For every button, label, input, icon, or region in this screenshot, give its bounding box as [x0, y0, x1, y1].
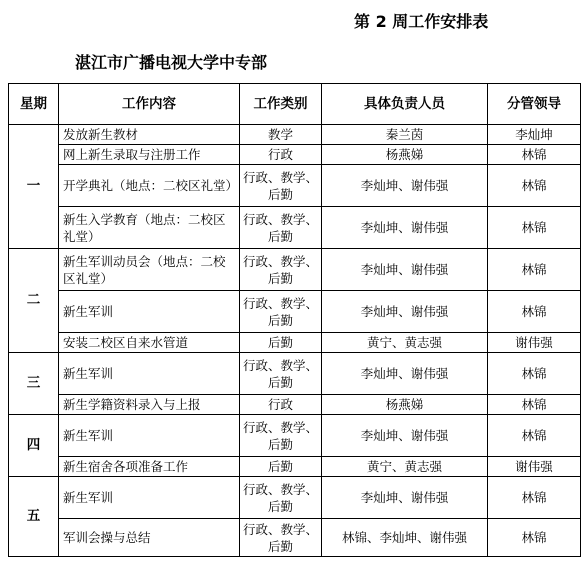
table-row — [9, 353, 581, 395]
task-category: 行政、教学、后勤 — [240, 477, 322, 519]
task-content: 网上新生录取与注册工作 — [59, 145, 240, 165]
task-content: 新生军训 — [59, 353, 240, 395]
task-leader: 林锦 — [488, 291, 581, 333]
task-staff: 林锦、李灿坤、谢伟强 — [322, 519, 488, 557]
task-leader: 林锦 — [488, 145, 581, 165]
day-cell: 三 — [9, 353, 59, 415]
task-content: 新生军训 — [59, 477, 240, 519]
task-content: 新生军训 — [59, 415, 240, 457]
task-content: 新生军训动员会（地点：二校区礼堂） — [59, 249, 240, 291]
day-cell: 二 — [9, 249, 59, 353]
day-cell: 一 — [9, 125, 59, 249]
task-category: 行政 — [240, 145, 322, 165]
task-content: 开学典礼（地点：二校区礼堂） — [59, 165, 240, 207]
task-content: 新生军训 — [59, 291, 240, 333]
task-staff: 李灿坤、谢伟强 — [322, 249, 488, 291]
table-row — [9, 415, 581, 457]
task-category: 行政、教学、后勤 — [240, 519, 322, 557]
table-row — [9, 207, 581, 249]
column-header-leader: 分管领导 — [488, 84, 581, 125]
task-leader: 林锦 — [488, 519, 581, 557]
task-category: 行政、教学、后勤 — [240, 207, 322, 249]
day-cell: 五 — [9, 477, 59, 557]
task-leader: 谢伟强 — [488, 457, 581, 477]
task-content: 新生入学教育（地点：二校区礼堂） — [59, 207, 240, 249]
task-staff: 李灿坤、谢伟强 — [322, 353, 488, 395]
task-leader: 林锦 — [488, 353, 581, 395]
task-leader: 林锦 — [488, 249, 581, 291]
task-staff: 李灿坤、谢伟强 — [322, 477, 488, 519]
table-row — [9, 291, 581, 333]
task-category: 行政、教学、后勤 — [240, 415, 322, 457]
task-category: 行政、教学、后勤 — [240, 249, 322, 291]
task-leader: 林锦 — [488, 207, 581, 249]
table-row — [9, 125, 581, 145]
task-staff: 黄宁、黄志强 — [322, 457, 488, 477]
table-row — [9, 477, 581, 519]
day-cell: 四 — [9, 415, 59, 477]
page-title: 第 2 周工作安排表 — [354, 12, 489, 31]
task-category: 行政、教学、后勤 — [240, 353, 322, 395]
table-row — [9, 457, 581, 477]
department-name: 湛江市广播电视大学中专部 — [75, 53, 268, 72]
task-staff: 李灿坤、谢伟强 — [322, 165, 488, 207]
column-header-staff: 具体负责人员 — [322, 84, 488, 125]
task-content: 新生宿舍各项准备工作 — [59, 457, 240, 477]
task-category: 行政 — [240, 395, 322, 415]
table-row — [9, 249, 581, 291]
table-row — [9, 519, 581, 557]
task-staff: 黄宁、黄志强 — [322, 333, 488, 353]
task-staff: 李灿坤、谢伟强 — [322, 207, 488, 249]
task-category: 教学 — [240, 125, 322, 145]
task-leader: 谢伟强 — [488, 333, 581, 353]
column-header-content: 工作内容 — [59, 84, 240, 125]
table-header-row — [9, 84, 581, 125]
task-category: 后勤 — [240, 333, 322, 353]
task-leader: 林锦 — [488, 395, 581, 415]
task-staff: 李灿坤、谢伟强 — [322, 415, 488, 457]
table-row — [9, 395, 581, 415]
table-row — [9, 333, 581, 353]
table-row — [9, 165, 581, 207]
task-content: 新生学籍资料录入与上报 — [59, 395, 240, 415]
table-row — [9, 145, 581, 165]
column-header-day: 星期 — [9, 84, 59, 125]
task-content: 安装二校区自来水管道 — [59, 333, 240, 353]
task-leader: 林锦 — [488, 165, 581, 207]
task-category: 行政、教学、后勤 — [240, 165, 322, 207]
task-leader: 林锦 — [488, 415, 581, 457]
task-leader: 李灿坤 — [488, 125, 581, 145]
task-content: 军训会操与总结 — [59, 519, 240, 557]
task-category: 后勤 — [240, 457, 322, 477]
task-content: 发放新生教材 — [59, 125, 240, 145]
schedule-table — [8, 83, 581, 557]
task-staff: 李灿坤、谢伟强 — [322, 291, 488, 333]
task-leader: 林锦 — [488, 477, 581, 519]
column-header-category: 工作类别 — [240, 84, 322, 125]
task-category: 行政、教学、后勤 — [240, 291, 322, 333]
task-staff: 秦兰茵 — [322, 125, 488, 145]
task-staff: 杨燕娣 — [322, 145, 488, 165]
task-staff: 杨燕娣 — [322, 395, 488, 415]
